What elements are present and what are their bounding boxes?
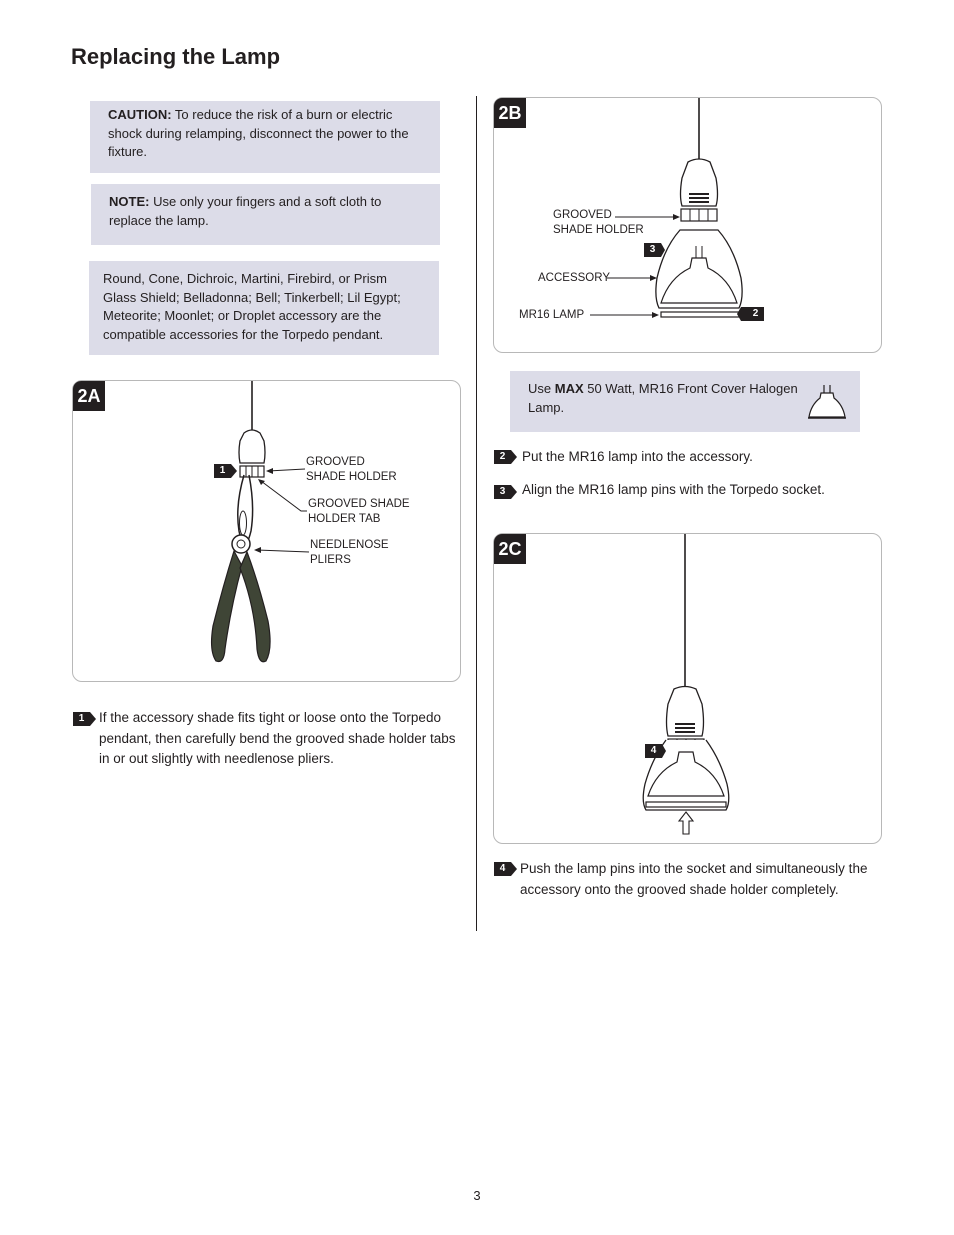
figure-2b-callout-3: 3 xyxy=(649,244,656,255)
caution-box xyxy=(90,101,440,173)
lamp-spec-box: Use MAX 50 Watt, MR16 Front Cover Halogen Lamp. xyxy=(510,371,860,432)
step-1-text: If the accessory shade fits tight or loose onto the Torpedo pendant, then carefully bend the grooved shade holder tabs in or out slightly with needlenose pliers. xyxy=(99,710,456,766)
figure-2a-tag: 2A xyxy=(73,381,105,411)
caution-text: To reduce the risk of a burn or electric shock during relamping, disconnect the power to the fixture. xyxy=(108,107,409,159)
page-title: Replacing the Lamp xyxy=(71,44,281,69)
figure-2a-label-pliers: NEEDLENOSE PLIERS xyxy=(310,539,389,566)
figure-2b-callout-2: 2 xyxy=(752,308,759,319)
figure-2a-illustration xyxy=(73,381,462,683)
caution-label: CAUTION: xyxy=(108,107,172,122)
figure-2c-illustration xyxy=(494,534,883,845)
figure-2b-label-accessory: ACCESSORY xyxy=(538,272,611,284)
step-2-badge: 2 xyxy=(494,450,517,464)
accessories-box xyxy=(89,261,439,355)
figure-2b-panel xyxy=(493,97,882,353)
figure-2a-callout-1: 1 xyxy=(214,464,237,478)
figure-2c-panel xyxy=(493,533,882,844)
step-4-text: Push the lamp pins into the socket and simultaneously the accessory onto the grooved shade holder completely. xyxy=(520,861,868,897)
figure-2a-label-grooved-holder: GROOVED SHADE HOLDER xyxy=(306,456,397,483)
step-3-text: Align the MR16 lamp pins with the Torpedo socket. xyxy=(522,482,825,497)
column-divider xyxy=(476,96,477,931)
figure-2c-callout-4: 4 xyxy=(650,745,657,756)
note-label: NOTE: xyxy=(109,194,150,209)
figure-2b-label-grooved-holder: GROOVED SHADE HOLDER xyxy=(553,209,644,236)
lamp-spec-max: MAX xyxy=(554,381,584,396)
note-text: Use only your fingers and a soft cloth to replace the lamp. xyxy=(109,194,382,228)
step-1-badge: 1 xyxy=(73,712,96,726)
figure-2b-tag: 2B xyxy=(494,98,526,128)
figure-2a-label-holder-tab: GROOVED SHADE HOLDER TAB xyxy=(308,498,410,525)
step-2-text: Put the MR16 lamp into the accessory. xyxy=(522,449,753,464)
figure-2a-panel xyxy=(72,380,461,682)
note-box xyxy=(91,184,440,245)
figure-2b-label-lamp: MR16 LAMP xyxy=(519,309,585,321)
accessories-text: Round, Cone, Dichroic, Martini, Firebird, or Prism Glass Shield; Belladonna; Bell; Tinkerbell; Lil Egypt; Meteorite; Moonlet; or Droplet accessory are the compatible accessories for the Torpedo pendant. xyxy=(103,271,401,342)
step-4-badge: 4 xyxy=(494,862,517,876)
page-number: 3 xyxy=(473,1188,481,1203)
step-3-badge: 3 xyxy=(494,485,517,499)
mr16-lamp-icon xyxy=(807,383,847,423)
figure-2c-tag: 2C xyxy=(494,534,526,564)
